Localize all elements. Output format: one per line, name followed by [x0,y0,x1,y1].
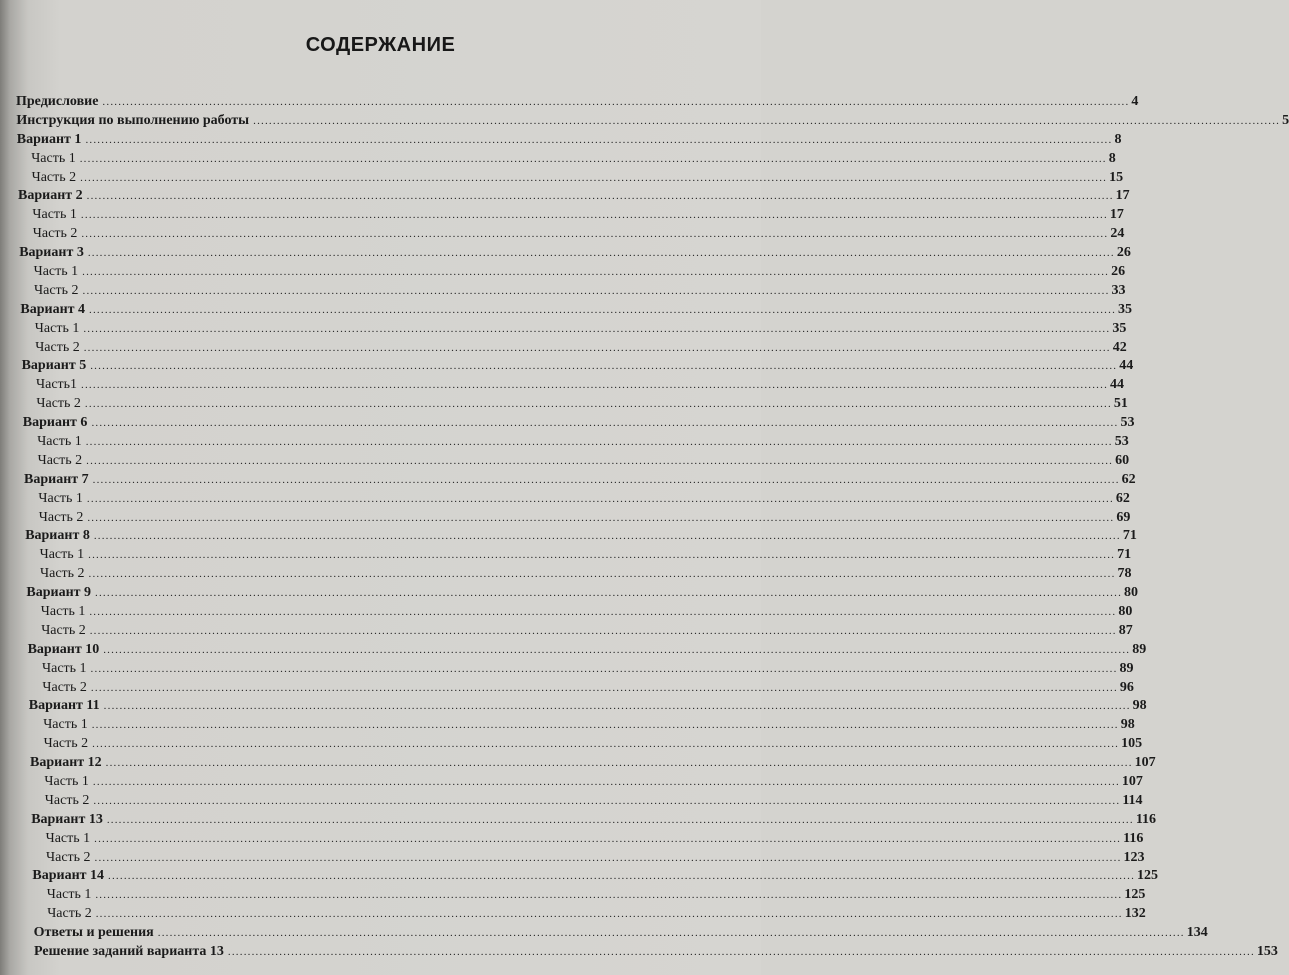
toc-entry-page-number: 42 [1112,339,1127,355]
dot-leader: .................................................................................................................................................................................................................................................................... [106,813,1134,826]
toc-entry [31,149,1116,167]
toc-entry-page-number: 134 [1186,925,1208,941]
dot-leader: .................................................................................................................................................................................................................................................................... [89,303,1117,316]
toc-entry-page-number: 8 [1114,131,1122,147]
dot-leader: .................................................................................................................................................................................................................................................................... [89,624,1117,637]
dot-leader: .................................................................................................................................................................................................................................................................... [85,133,1113,146]
dot-leader: .................................................................................................................................................................................................................................................................... [94,832,1122,845]
toc-entry-label: Вариант 12 [30,755,102,771]
toc-entry [44,772,1143,790]
toc-entry [21,356,1134,374]
toc-entry [38,508,1131,526]
dot-leader: .................................................................................................................................................................................................................................................................... [84,398,1112,411]
toc-entry-page-number: 71 [1117,547,1132,563]
toc-entry-page-number: 80 [1118,604,1133,619]
toc-entry-label: Вариант 6 [22,415,88,431]
toc-entry-page-number: 116 [1123,830,1144,846]
toc-entry-label: Часть 2 [35,339,80,355]
toc-entry-page-number: 80 [1124,585,1139,601]
toc-entry [42,659,1134,677]
toc-entry-page-number: 33 [1111,282,1126,298]
toc-entry-page-number: 62 [1115,490,1130,506]
dot-leader: .................................................................................................................................................................................................................................................................... [89,606,1117,618]
toc-entry-label: Вариант 3 [19,245,84,261]
toc-entry [43,715,1135,733]
toc-entry [40,564,1132,582]
toc-entry-page-number: 26 [1111,264,1126,279]
toc-entry-label: Часть 2 [37,452,83,468]
page-title: СОДЕРЖАНИЕ [305,34,456,56]
toc-entry [33,923,1208,941]
toc-entry [30,753,1156,771]
toc-entry [36,394,1128,412]
toc-entry [35,338,1127,356]
toc-entry-label: Вариант 5 [21,358,87,374]
dot-leader: .................................................................................................................................................................................................................................................................... [108,870,1136,883]
dot-leader: .................................................................................................................................................................................................................................................................... [103,643,1131,656]
toc-entry [34,319,1127,337]
toc-entry [42,678,1134,696]
toc-entry-page-number: 125 [1137,868,1159,884]
dot-leader: .................................................................................................................................................................................................................................................................... [90,662,1118,675]
dot-leader: .................................................................................................................................................................................................................................................................... [102,96,1130,108]
dot-leader: .................................................................................................................................................................................................................................................................... [103,700,1131,713]
toc-entry-page-number: 153 [1256,944,1278,959]
toc-entry-page-number: 96 [1119,679,1134,695]
toc-entry [16,111,1289,129]
toc-entry-label: Часть 2 [47,906,92,922]
toc-entry-label: Вариант 2 [18,188,83,204]
toc-entry-page-number: 35 [1112,320,1127,336]
dot-leader: .................................................................................................................................................................................................................................................................... [82,284,1110,297]
dot-leader: .................................................................................................................................................................................................................................................................... [88,549,1116,562]
toc-entry-label: Вариант 10 [27,641,100,657]
toc-entry [32,205,1124,223]
toc-entry-label: Часть 2 [34,282,79,298]
toc-entry-page-number: 132 [1124,906,1146,922]
toc-entry-label: Часть 2 [44,792,90,808]
toc-entry [22,413,1135,431]
dot-leader: .................................................................................................................................................................................................................................................................... [87,247,1115,260]
toc-entry-page-number: 35 [1118,301,1133,317]
toc-entry [18,186,1130,204]
toc-entry-label: Часть 2 [43,736,89,752]
toc-entry [16,130,1122,148]
toc-entry-label: Решение заданий варианта 13 [34,944,224,959]
toc-entry [43,734,1143,752]
dot-leader: .................................................................................................................................................................................................................................................................... [105,757,1133,770]
toc-entry-page-number: 51 [1113,396,1128,412]
toc-entry-page-number: 125 [1124,887,1146,903]
toc-entry-label: Часть 1 [43,717,88,733]
dot-leader: .................................................................................................................................................................................................................................................................... [92,473,1120,486]
toc-entry [24,470,1136,488]
toc-entry-label: Часть 2 [40,566,85,582]
toc-entry [19,243,1131,261]
toc-entry-label: Часть 1 [38,490,83,506]
toc-entry-label: Часть 2 [36,396,81,412]
toc-entry-label: Часть 1 [31,150,76,166]
dot-leader: .................................................................................................................................................................................................................................................................... [85,436,1113,448]
toc-entry-page-number: 8 [1108,150,1116,166]
toc-entry-label: Часть 1 [42,660,87,676]
dot-leader: .................................................................................................................................................................................................................................................................... [86,190,1114,203]
toc-entry-page-number: 78 [1117,566,1132,582]
toc-entry-page-number: 17 [1109,207,1124,223]
toc-entry-page-number: 123 [1123,849,1145,865]
toc-entry-page-number: 71 [1122,528,1137,544]
toc-entry-page-number: 107 [1134,755,1156,771]
toc-entry-page-number: 53 [1120,415,1135,431]
toc-entry-label: Часть 2 [38,509,84,525]
dot-leader: .................................................................................................................................................................................................................................................................... [86,492,1114,505]
toc-entry [45,829,1144,847]
toc-entry [36,375,1125,393]
dot-leader: .................................................................................................................................................................................................................................................................... [86,454,1114,467]
toc-entry [47,904,1146,922]
toc-entry-label: Часть 2 [41,622,86,638]
toc-entry-page-number: 26 [1116,245,1131,261]
toc-entry [34,942,1278,960]
dot-leader: .................................................................................................................................................................................................................................................................... [93,530,1121,543]
toc-entry-page-number: 116 [1135,811,1157,827]
toc-entry-page-number: 17 [1115,188,1130,204]
toc-entry-label: Часть 1 [45,830,91,846]
dot-leader: .................................................................................................................................................................................................................................................................... [91,719,1119,732]
toc-entry-label: Инструкция по выполнению работы [16,112,250,128]
toc-entry-page-number: 15 [1109,169,1124,185]
toc-entry-label: Вариант 14 [32,868,105,884]
toc-entry-label: Часть 1 [44,774,89,789]
toc-entry-label: Часть 1 [46,887,92,903]
toc-entry [34,281,1126,299]
toc-entry [26,583,1139,601]
toc-entry-page-number: 89 [1119,660,1134,676]
toc-entry-label: Часть1 [36,377,78,393]
dot-leader: .................................................................................................................................................................................................................................................................... [83,322,1111,335]
toc-entry-label: Часть 1 [37,434,82,449]
toc-entry-label: Часть 2 [31,169,77,185]
toc-entry [28,696,1147,714]
toc-entry-label: Часть 1 [40,604,86,619]
dot-leader: .................................................................................................................................................................................................................................................................... [82,266,1110,278]
dot-leader: .................................................................................................................................................................................................................................................................... [87,511,1115,524]
dot-leader: .................................................................................................................................................................................................................................................................... [95,889,1123,902]
toc-entry-label: Часть 2 [42,679,87,695]
dot-leader: .................................................................................................................................................................................................................................................................... [88,568,1116,581]
toc-entry-label: Вариант 4 [20,301,86,317]
toc-entry-page-number: 89 [1132,641,1147,657]
toc-entry-page-number: 53 [1114,434,1129,449]
toc-entry-label: Вариант 11 [28,698,100,714]
toc-entry-page-number: 87 [1118,622,1133,638]
toc-entry-page-number: 24 [1110,226,1125,242]
toc-entry-label: Часть 2 [46,849,91,865]
dot-leader: .................................................................................................................................................................................................................................................................... [92,738,1120,751]
dot-leader: .................................................................................................................................................................................................................................................................... [90,681,1118,694]
toc-entry [31,810,1157,828]
dot-leader: .................................................................................................................................................................................................................................................................... [90,360,1118,373]
toc-entry-page-number: 98 [1132,698,1147,714]
toc-entry-label: Вариант 13 [31,811,103,827]
toc-entry-page-number: 105 [1121,736,1143,752]
toc-entry-label: Часть 1 [34,320,80,336]
toc-entry-label: Часть 2 [32,226,78,242]
dot-leader: .................................................................................................................................................................................................................................................................... [91,417,1119,430]
toc-entry [41,621,1133,639]
toc-entry-page-number: 114 [1122,792,1143,808]
dot-leader: .................................................................................................................................................................................................................................................................... [92,776,1120,788]
toc-entry [46,848,1145,866]
toc-entry [16,92,1139,110]
dot-leader: .................................................................................................................................................................................................................................................................... [83,341,1111,354]
dot-leader: .................................................................................................................................................................................................................................................................... [93,794,1121,807]
toc-entry-page-number: 4 [1131,94,1139,109]
toc-entry-page-number: 60 [1115,452,1130,468]
toc-entry-label: Вариант 1 [16,131,82,147]
dot-leader: .................................................................................................................................................................................................................................................................... [253,114,1281,127]
toc-entry-label: Предисловие [16,94,99,109]
toc-entry-label: Ответы и решения [33,925,154,941]
toc-entry-label: Вариант 8 [25,528,90,544]
toc-entry-page-number: 44 [1110,377,1125,393]
toc-entry [39,545,1132,563]
dot-leader: .................................................................................................................................................................................................................................................................... [95,908,1123,921]
dot-leader: .................................................................................................................................................................................................................................................................... [81,379,1109,392]
toc-entry [32,866,1159,884]
dot-leader: .................................................................................................................................................................................................................................................................... [80,209,1108,222]
dot-leader: .................................................................................................................................................................................................................................................................... [95,587,1123,600]
toc-entry-label: Вариант 7 [24,471,89,487]
dot-leader: .................................................................................................................................................................................................................................................................... [79,152,1107,165]
toc-entry [33,262,1126,280]
toc-entry [37,432,1129,450]
toc-entry-page-number: 5 [1282,112,1289,128]
toc-entry [27,640,1147,658]
dot-leader: .................................................................................................................................................................................................................................................................... [227,946,1255,958]
toc-entry-label: Часть 1 [33,264,79,279]
toc-entry-label: Часть 1 [32,207,77,223]
dot-leader: .................................................................................................................................................................................................................................................................... [80,171,1108,184]
toc-entry-page-number: 44 [1119,358,1134,374]
dot-leader: .................................................................................................................................................................................................................................................................... [81,228,1109,241]
toc-entry-label: Часть 1 [39,547,85,563]
toc-entry-page-number: 107 [1121,774,1143,789]
toc-entry [25,526,1137,544]
dot-leader: .................................................................................................................................................................................................................................................................... [157,927,1185,940]
toc-entry [44,791,1143,809]
toc-entry [46,885,1146,903]
toc-entry [32,224,1125,242]
dot-leader: .................................................................................................................................................................................................................................................................... [94,851,1122,864]
toc-entry-label: Вариант 9 [26,585,92,601]
toc-entry [31,168,1124,186]
toc-entry [20,300,1133,318]
toc-entry-page-number: 62 [1121,471,1136,487]
toc-entry [37,451,1130,469]
toc-entry-page-number: 98 [1120,717,1135,733]
toc-entry-page-number: 69 [1116,509,1131,525]
toc-entry [40,602,1133,620]
toc-entry [38,489,1130,507]
